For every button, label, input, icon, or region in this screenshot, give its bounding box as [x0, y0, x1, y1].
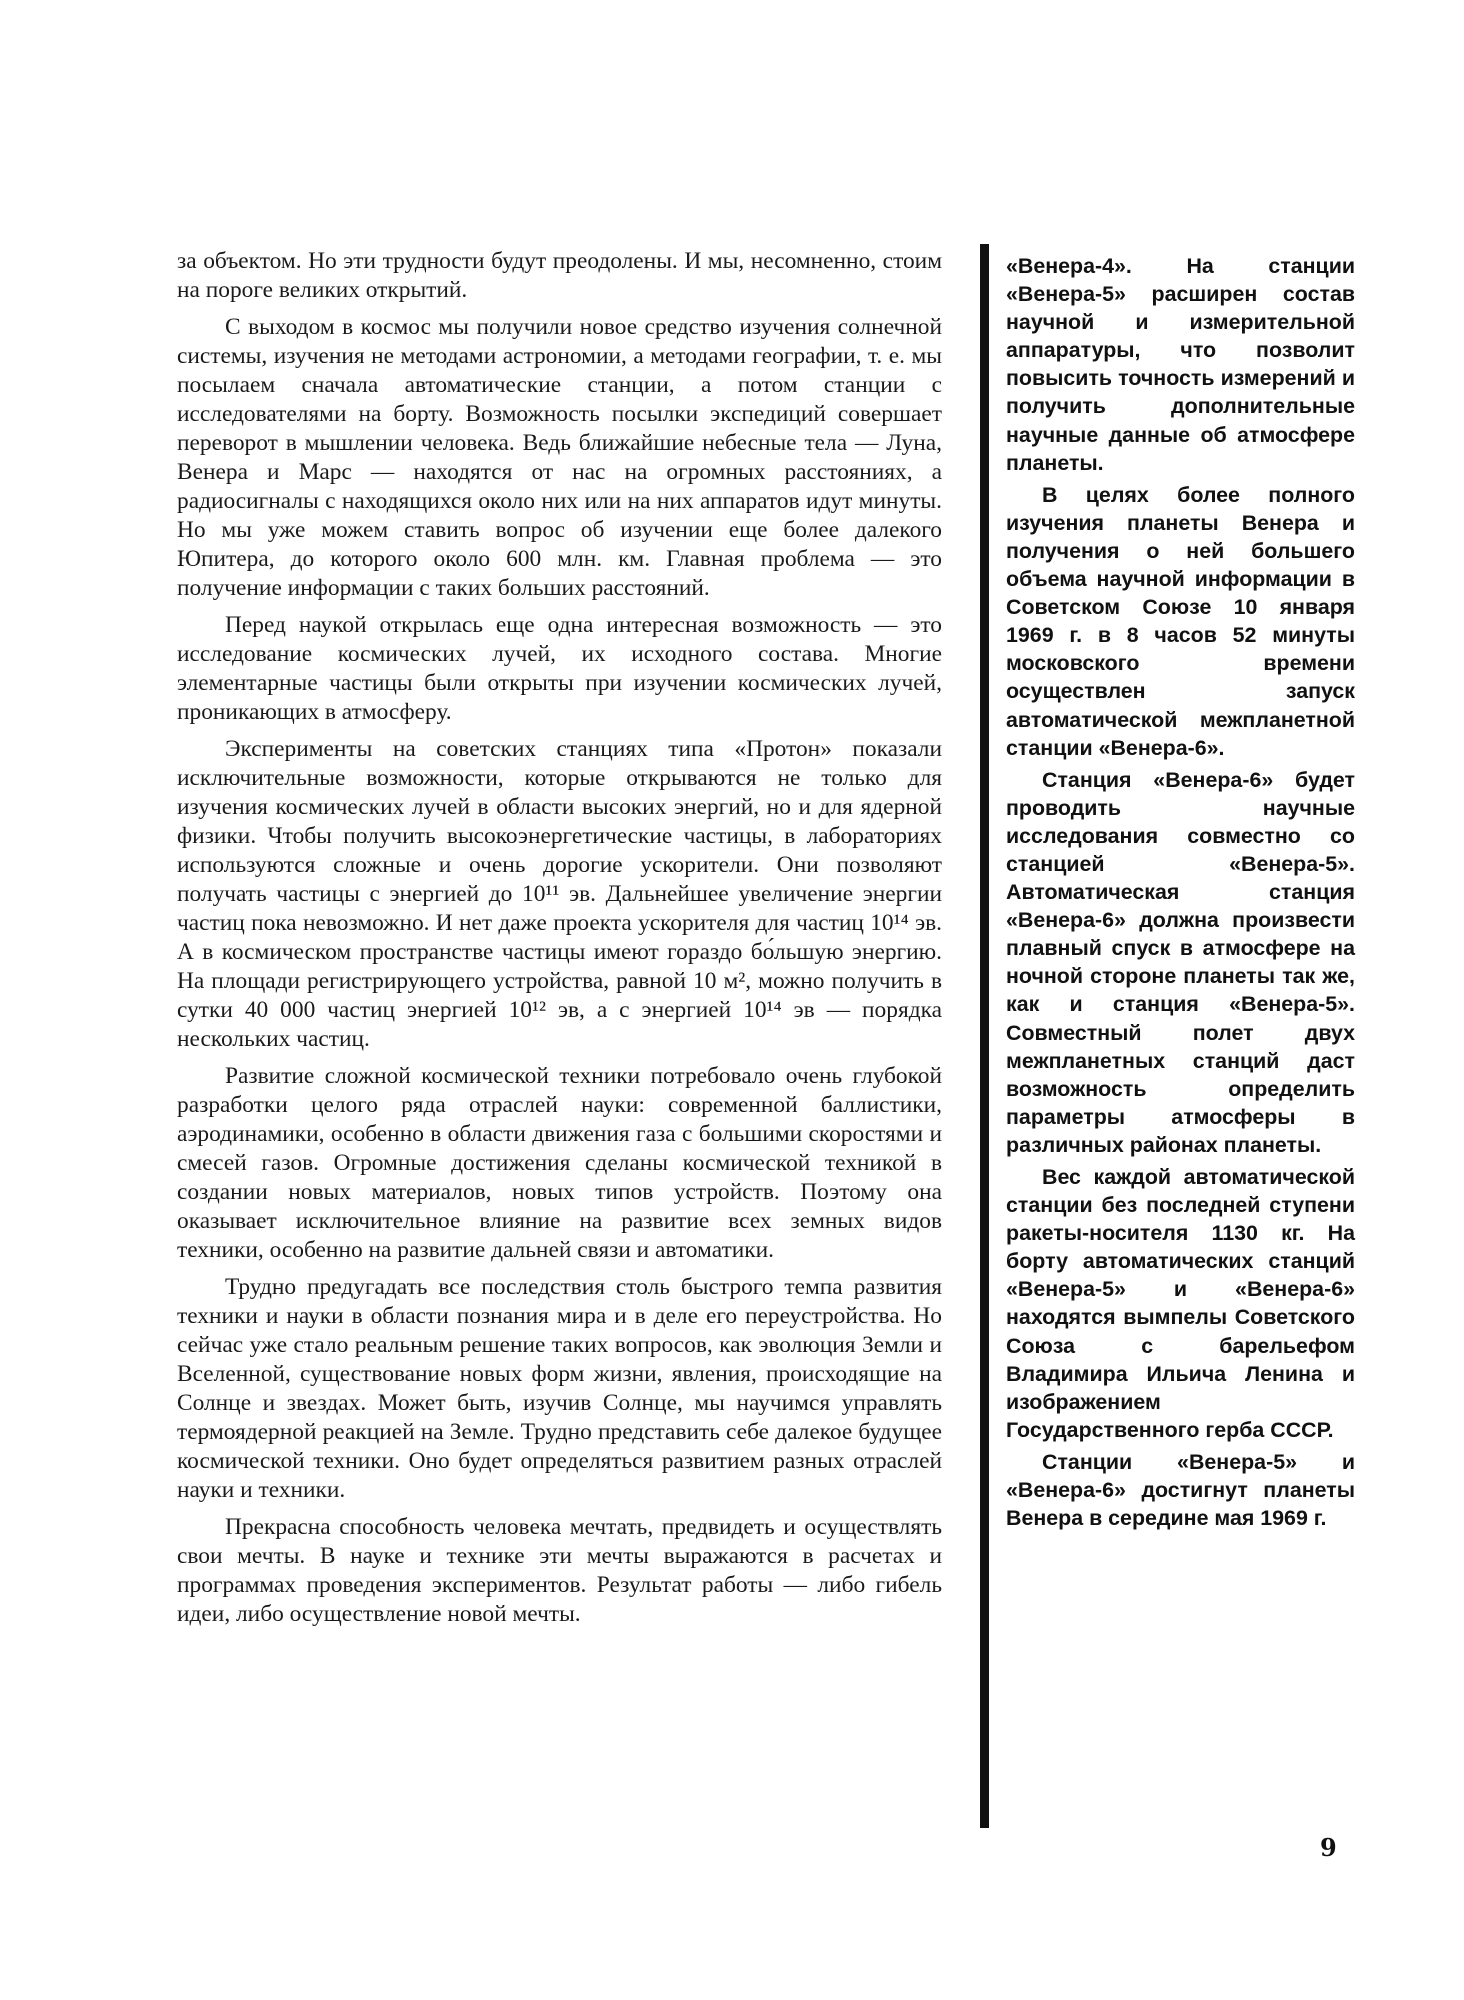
paragraph: Прекрасна способность человека мечтать, предвидеть и осуществлять свои мечты. В науке и технике эти мечты выражаются в расчетах и программах проведения экспериментов. Результат работы — либо гибель идеи, либо осуществление новой мечты.: [177, 1514, 942, 1627]
paragraph: за объектом. Но эти трудности будут преодолены. И мы, несомненно, стоим на пороге великих открытий.: [177, 248, 942, 303]
paragraph: С выходом в космос мы получили новое средство изучения солнечной системы, изучения не методами астрономии, а методами географии, т. е. мы посылаем сначала автоматические станции, а потом станции с исследователями на борту. Возможность посылки экспедиций совершает переворот в мышлении человека. Ведь ближайшие небесные тела — Луна, Венера и Марс — находятся от нас на огромных расстояниях, а радиосигналы с находящихся около них или на них аппаратов идут минуты. Но мы уже можем ставить вопрос об изучении еще более далекого Юпитера, до которого около 600 млн. км. Главная проблема — это получение информации с таких больших расстояний.: [177, 314, 942, 601]
sidebar-paragraph: Станции «Венера-5» и «Венера-6» достигнут планеты Венера в середине мая 1969 г.: [1006, 1449, 1355, 1531]
paragraph: Развитие сложной космической техники потребовало очень глубокой разработки целого ряда отраслей науки: современной баллистики, аэродинамики, особенно в области движения газа с большими скоростями и смесей газов. Огромные достижения сделаны космической техникой в создании новых материалов, новых типов устройств. Поэтому она оказывает исключительное влияние на развитие всех земных видов техники, особенно на развитие дальней связи и автоматики.: [177, 1063, 942, 1263]
paragraph: Эксперименты на советских станциях типа «Протон» показали исключительные возможности, которые открываются не только для изучения космических лучей в области высоких энергий, но и для ядерной физики. Чтобы получить высокоэнергетические частицы, в лабораториях используются сложные и очень дорогие ускорители. Они позволяют получать частицы с энергией до 10¹¹ эв. Дальнейшее увеличение энергии частиц пока невозможно. И нет даже проекта ускорителя для частиц 10¹⁴ эв. А в космическом пространстве частицы имеют гораздо бо́льшую энергию. На площади регистрирующего устройства, равной 10 м², можно получить в сутки 40 000 частиц энергией 10¹² эв, а с энергией 10¹⁴ эв — порядка нескольких частиц.: [177, 736, 942, 1052]
sidebar-news-column: [1006, 252, 1355, 1536]
main-text-column: [177, 247, 942, 1637]
sidebar-paragraph: Станция «Венера-6» будет проводить научные исследования совместно со станцией «Венера-5». Автоматическая станция «Венера-6» должна произвести плавный спуск в атмосфере на ночной стороне планеты так же, как и станция «Венера-5». Совместный полет двух межпланетных станций даст возможность определить параметры атмосферы в различных районах планеты.: [1006, 767, 1355, 1157]
sidebar-paragraph: В целях более полного изучения планеты Венера и получения о ней большего объема научной информации в Советском Союзе 10 января 1969 г. в 8 часов 52 минуты московского времени осуществлен запуск автоматической межпланетной станции «Венера-6».: [1006, 482, 1355, 760]
page-number: 9: [1320, 1833, 1337, 1862]
column-divider-rule: [980, 244, 989, 1828]
sidebar-paragraph: «Венера-4». На станции «Венера-5» расширен состав научной и измерительной аппаратуры, что позволит повысить точность измерений и получить дополнительные научные данные об атмосфере планеты.: [1006, 254, 1355, 475]
paragraph: Трудно предугадать все последствия столь быстрого темпа развития техники и науки в области познания мира и в деле его переустройства. Но сейчас уже стало реальным решение таких вопросов, как эволюция Земли и Вселенной, существование новых форм жизни, явления, происходящие на Солнце и звездах. Может быть, изучив Солнце, мы научимся управлять термоядерной реакцией на Земле. Трудно представить себе далекое будущее космической техники. Оно будет определяться развитием разных отраслей науки и техники.: [177, 1274, 942, 1503]
sidebar-paragraph: Вес каждой автоматической станции без последней ступени ракеты-носителя 1130 кг. На борту автоматических станций «Венера-5» и «Венера-6» находятся вымпелы Советского Союза с барельефом Владимира Ильича Ленина и изображением Государственного герба СССР.: [1006, 1165, 1355, 1442]
paragraph: Перед наукой открылась еще одна интересная возможность — это исследование космических лучей, их исходного состава. Многие элементарные частицы были открыты при изучении космических лучей, проникающих в атмосферу.: [177, 612, 942, 725]
